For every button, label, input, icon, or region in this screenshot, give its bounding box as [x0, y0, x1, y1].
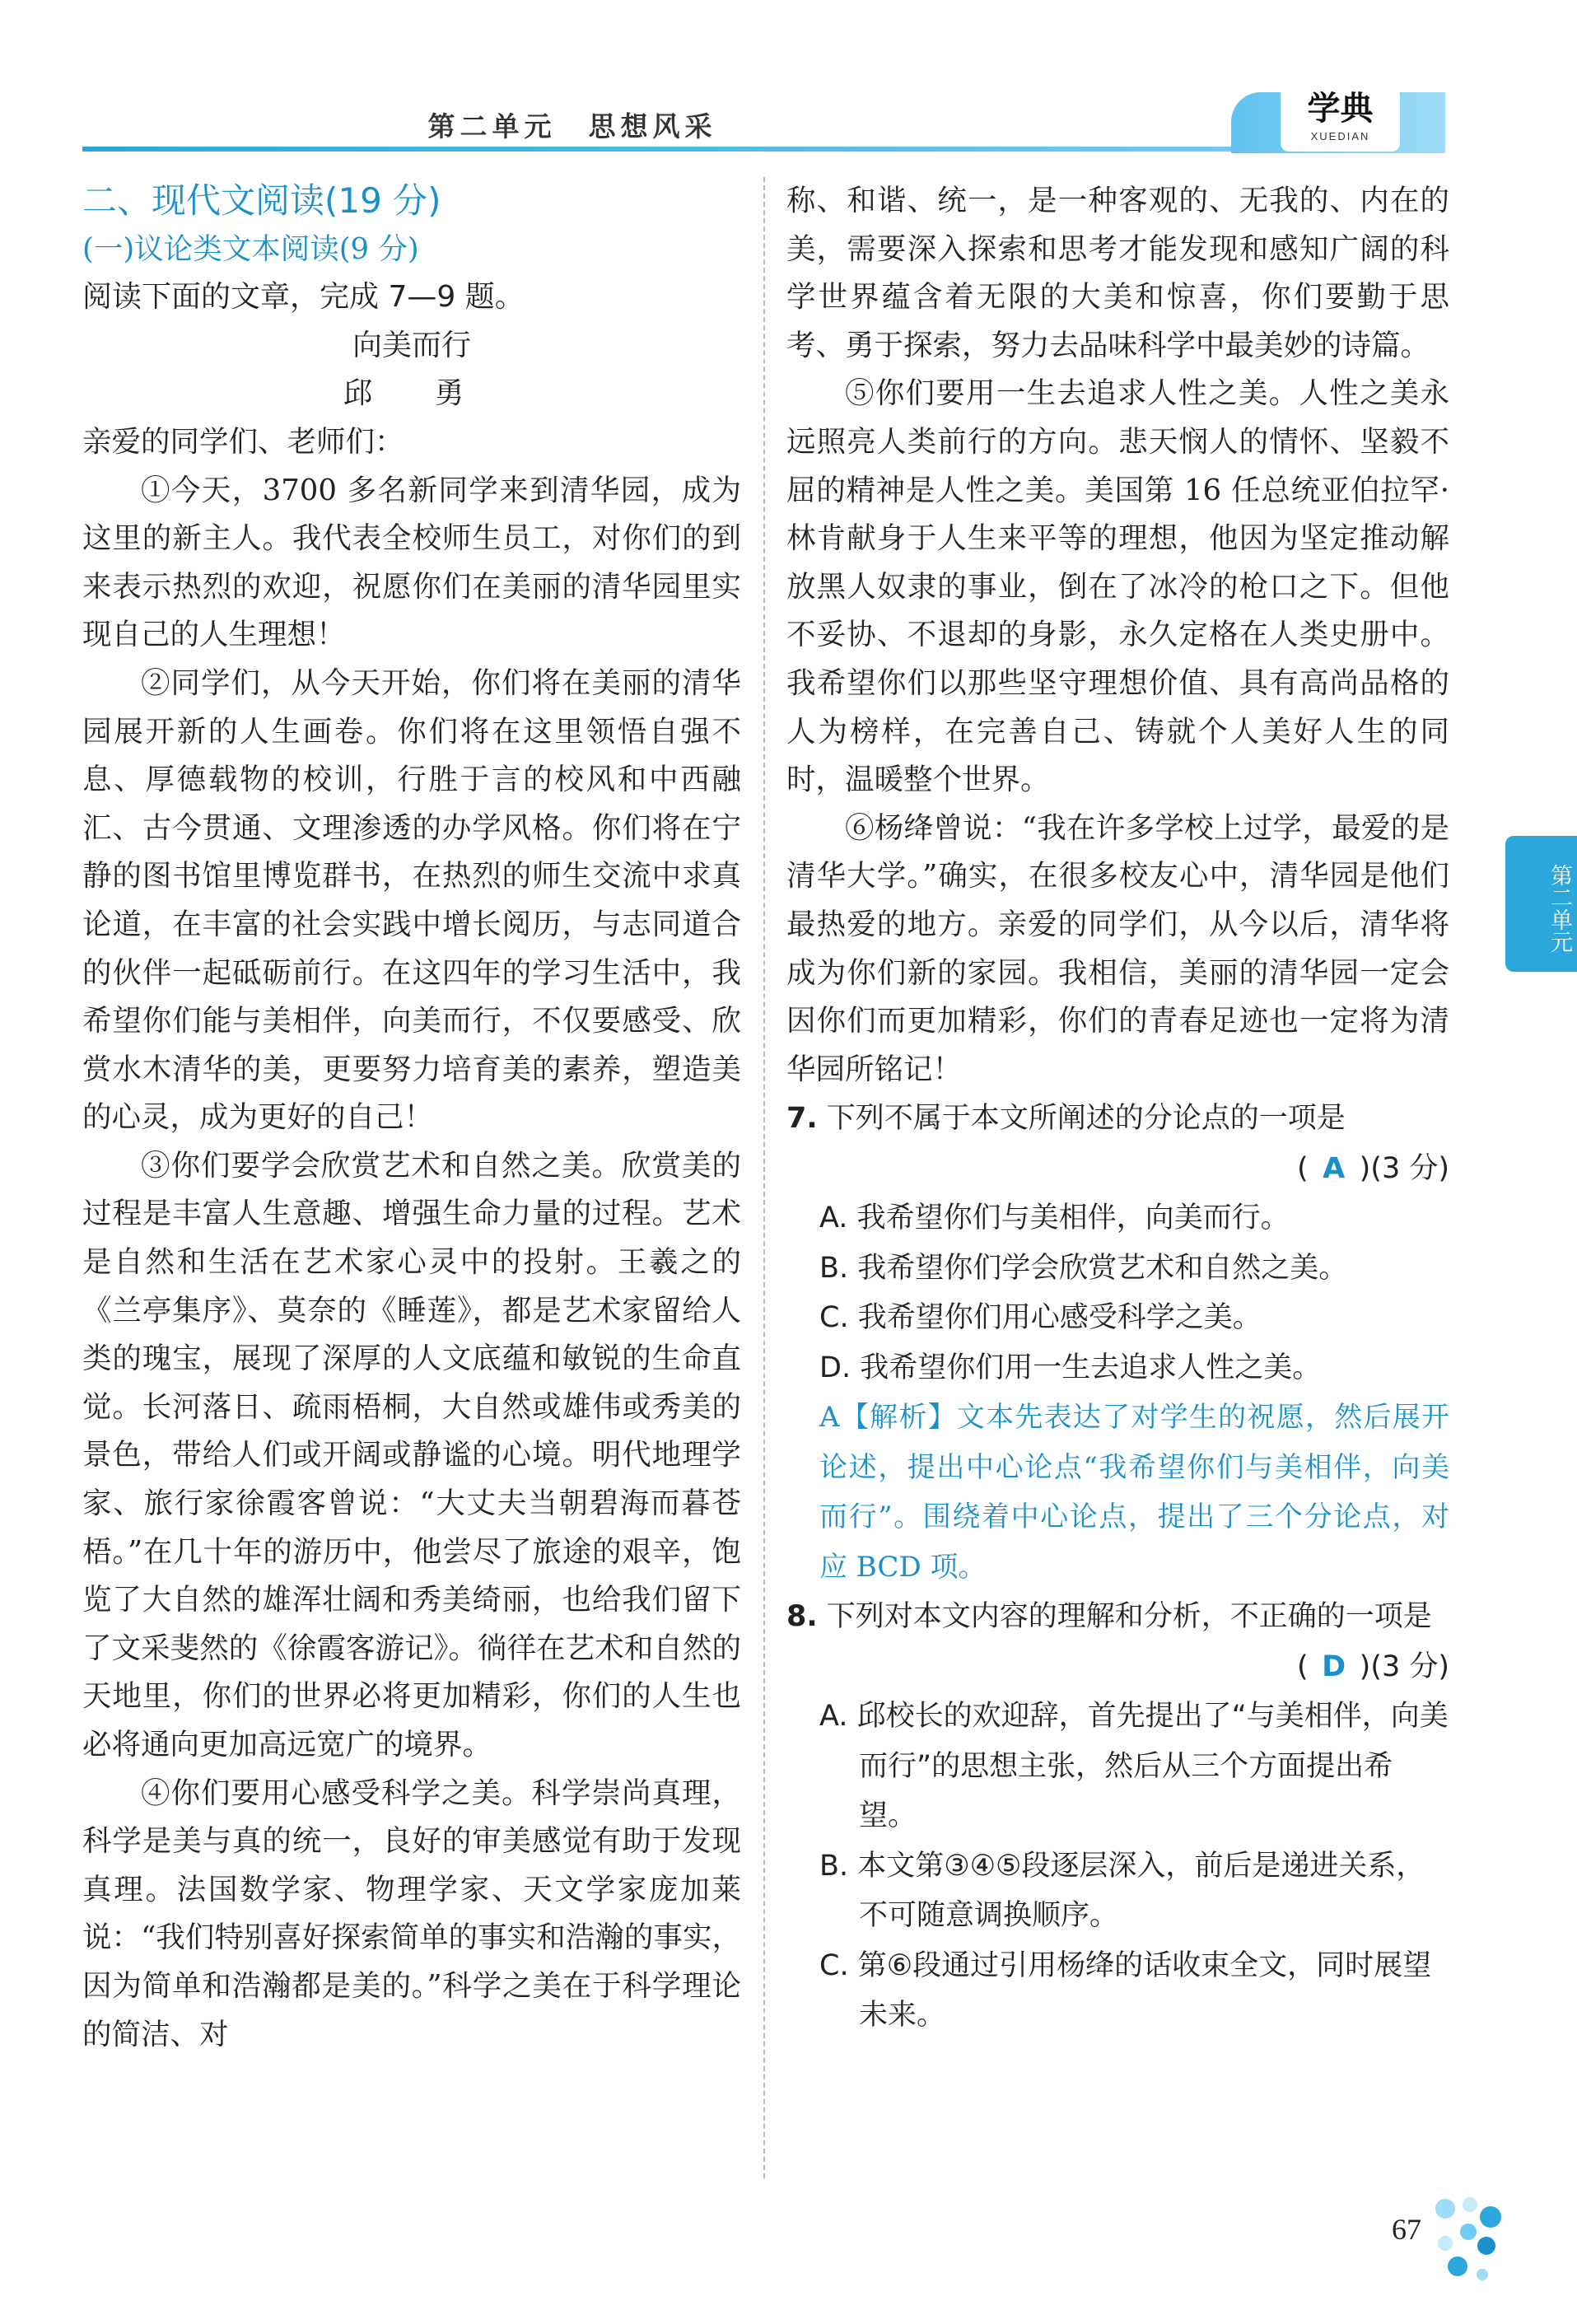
option-c: C. 我希望你们用心感受科学之美。 — [819, 1301, 1262, 1335]
article-paragraph-3: ③你们要学会欣赏艺术和自然之美。欣赏美的过程是丰富人生意趣、增强生命力量的过程。艺术是自然和生活在艺术家心灵中的投射。王羲之的《兰亭集序》、莫奈的《睡莲》，都是艺术家留给人类的瑰宝，展现了深厚的人文底蕴和敏锐的生命直觉。长河落日、疏雨梧桐，大自然或雄伟或秀美的景色，带给人们或开阔或静谧的心境。明代地理学家、旅行家徐霞客曾说：“大丈夫当朝碧海而暮苍梧。”在几十年的游历中，他尝尽了旅途的艰辛，饱览了大自然的雄浑壮阔和秀美绮丽，也给我们留下了文采斐然的《徐霞客游记》。徜徉在艺术和自然的天地里，你们的世界必将更加精彩，你们的人生也必将通向更加高远宽广的境界。 — [82, 1148, 741, 1762]
answer-paren-open: ( — [1296, 1650, 1309, 1683]
brand-logo — [1281, 87, 1400, 152]
subsection-heading: (一)议论类文本阅读(9 分) — [82, 231, 419, 266]
unit-side-tab: 第二单元 — [1505, 836, 1577, 972]
article-paragraph-2: ②同学们，从今天开始，你们将在美丽的清华园展开新的人生画卷。你们将在这里领悟自强不息、厚德载物的校训，行胜于言的校风和中西融汇、古今贯通、文理渗透的办学风格。你们将在宁静的图书馆里博览群书，在热烈的师生交流中求真论道，在丰富的社会实践中增长阅历，与志同道合的伙伴一起砥砺前行。在这四年的学习生活中，我希望你们能与美相伴，向美而行，不仅要感受、欣赏水木清华的美，更要努力培育美的素养，塑造美的心灵，成为更好的自己！ — [82, 665, 741, 1135]
right-column — [786, 177, 1449, 2041]
article-author: 邱 勇 — [343, 376, 481, 411]
column-divider — [763, 177, 765, 2178]
header-rule — [82, 147, 1243, 152]
page-number: 67 — [1392, 2213, 1421, 2246]
article-paragraph-6: ⑥杨绛曾说：“我在许多学校上过学，最爱的是清华大学。”确实，在很多校友心中，清华园是他们最热爱的地方。亲爱的同学们，从今以后，清华将成为你们新的家园。我相信，美丽的清华园一定会因你们而更加精彩，你们的青春足迹也一定将为清华园所铭记！ — [786, 810, 1449, 1086]
answer-letter: A — [1323, 1151, 1346, 1185]
question-number: 8. — [786, 1600, 818, 1634]
running-header-title: 第二单元 思想风采 — [427, 110, 717, 142]
question-points: )(3 分) — [1359, 1151, 1449, 1185]
option-b: B. 我希望你们学会欣赏艺术和自然之美。 — [819, 1251, 1348, 1285]
article-paragraph-4-start: ④你们要用心感受科学之美。科学崇尚真理，科学是美与真的统一，良好的审美感觉有助于发现真理。法国数学家、物理学家、天文学家庞加莱说：“我们特别喜好探索简单的事实和浩瀚的事实，因为简单和浩瀚都是美的。”科学之美在于科学理论的简洁、对 — [82, 1776, 741, 2051]
option-b: B. 本文第③④⑤段逐层深入，前后是递进关系，不可随意调换顺序。 — [819, 1849, 1425, 1933]
article-greeting: 亲爱的同学们、老师们： — [82, 424, 404, 459]
logo-text-cn: 学典 — [1307, 89, 1374, 128]
reading-instruction: 阅读下面的文章，完成 7—9 题。 — [82, 280, 525, 315]
question-stem: 下列不属于本文所阐述的分论点的一项是 — [826, 1102, 1346, 1136]
article-paragraph-5: ⑤你们要用一生去追求人性之美。人性之美永远照亮人类前行的方向。悲天悯人的情怀、坚毅不屈的精神是人性之美。美国第 16 任总统亚伯拉罕·林肯献身于人生来平等的理想，他因为坚定推动解放黑人奴隶的事业，倒在了冰冷的枪口之下。但他不妥协、不退却的身影，永久定格在人类史册中。我希望你们以那些坚守理想价值、具有高尚品格的人为榜样，在完善自己、铸就个人美好人生的同时，温暖整个世界。 — [786, 376, 1449, 797]
question-stem: 下列对本文内容的理解和分析，不正确的一项是 — [826, 1600, 1432, 1634]
left-column — [82, 177, 741, 2059]
logo-text-en: XUEDIAN — [1310, 130, 1370, 142]
option-d: D. 我希望你们用一生去追求人性之美。 — [819, 1351, 1322, 1384]
section-heading: 二、现代文阅读(19 分) — [82, 180, 441, 221]
article-title: 向美而行 — [352, 328, 471, 362]
option-a: A. 我希望你们与美相伴，向美而行。 — [819, 1202, 1290, 1235]
question-number: 7. — [786, 1102, 818, 1136]
question-8 — [786, 1592, 1449, 2041]
question-7 — [786, 1094, 1449, 1592]
option-c: C. 第⑥段通过引用杨绛的话收束全文，同时展望未来。 — [819, 1948, 1432, 2032]
article-paragraph-4-end: 称、和谐、统一，是一种客观的、无我的、内在的美，需要深入探索和思考才能发现和感知广阔的科学世界蕴含着无限的大美和惊喜，你们要勤于思考、勇于探索，努力去品味科学中最美妙的诗篇。 — [786, 184, 1449, 362]
question-points: )(3 分) — [1359, 1650, 1449, 1683]
answer-paren-open: ( — [1296, 1151, 1309, 1185]
article-paragraph-1: ①今天，3700 多名新同学来到清华园，成为这里的新主人。我代表全校师生员工，对你们的到来表示热烈的欢迎，祝愿你们在美丽的清华园里实现自己的人生理想！ — [82, 473, 741, 652]
answer-analysis: A【解析】文本先表达了对学生的祝愿，然后展开论述，提出中心论点“我希望你们与美相伴，向美而行”。围绕着中心论点，提出了三个分论点，对应 BCD 项。 — [819, 1401, 1449, 1584]
option-a: A. 邱校长的欢迎辞，首先提出了“与美相伴，向美而行”的思想主张，然后从三个方面提出希望。 — [819, 1700, 1449, 1833]
answer-letter: D — [1322, 1650, 1346, 1683]
decorative-dots-icon — [1412, 2184, 1511, 2291]
